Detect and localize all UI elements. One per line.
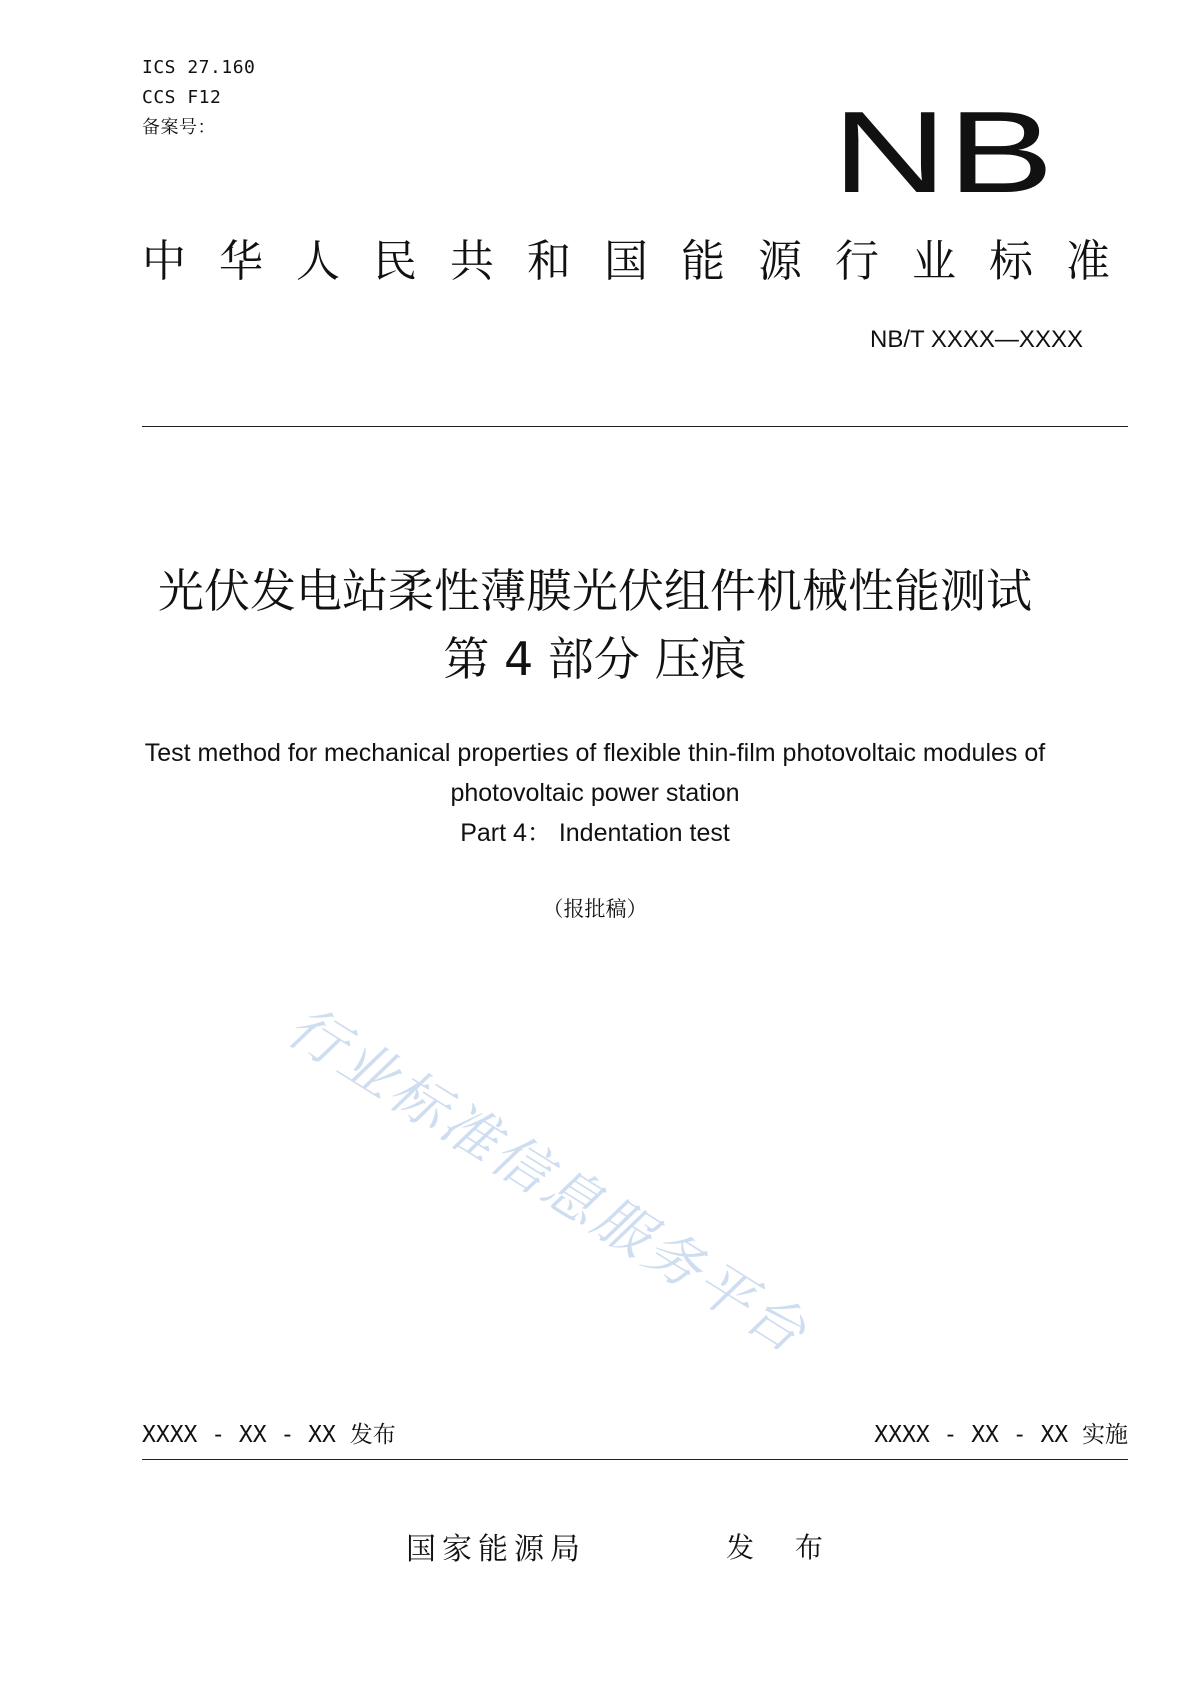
issue-date: XXXX - XX - XX 发布: [142, 1422, 396, 1448]
implement-date: XXXX - XX - XX 实施: [874, 1422, 1128, 1448]
svg-text:NB: NB: [832, 106, 1054, 196]
standard-number: NB/T XXXX—XXXX: [870, 326, 1083, 353]
title-en-line1: Test method for mechanical properties of flexible thin-film photovoltaic modules of: [144, 739, 1046, 767]
draft-status: （报批稿）: [542, 897, 648, 921]
header-divider: [142, 426, 1128, 427]
watermark: 行业标准信息服务平台: [276, 994, 820, 1368]
title-cn-line2: 第 4 部分 压痕: [443, 632, 747, 686]
title-en-line2: photovoltaic power station: [450, 779, 740, 807]
ics-code: ICS 27.160: [142, 57, 256, 78]
issuing-authority: 国家能源局: [406, 1532, 586, 1567]
org-title: 中华人民共和国能源行业标准: [142, 236, 1143, 287]
nb-logo: [832, 106, 1058, 196]
publish-label: 发 布: [726, 1531, 839, 1564]
ccs-code: CCS F12: [142, 87, 222, 108]
record-number-label: 备案号：: [142, 117, 216, 138]
title-en-line3: Part 4： Indentation test: [460, 819, 730, 847]
title-cn-line1: 光伏发电站柔性薄膜光伏组件机械性能测试: [158, 564, 1032, 618]
footer-divider: [142, 1459, 1128, 1460]
